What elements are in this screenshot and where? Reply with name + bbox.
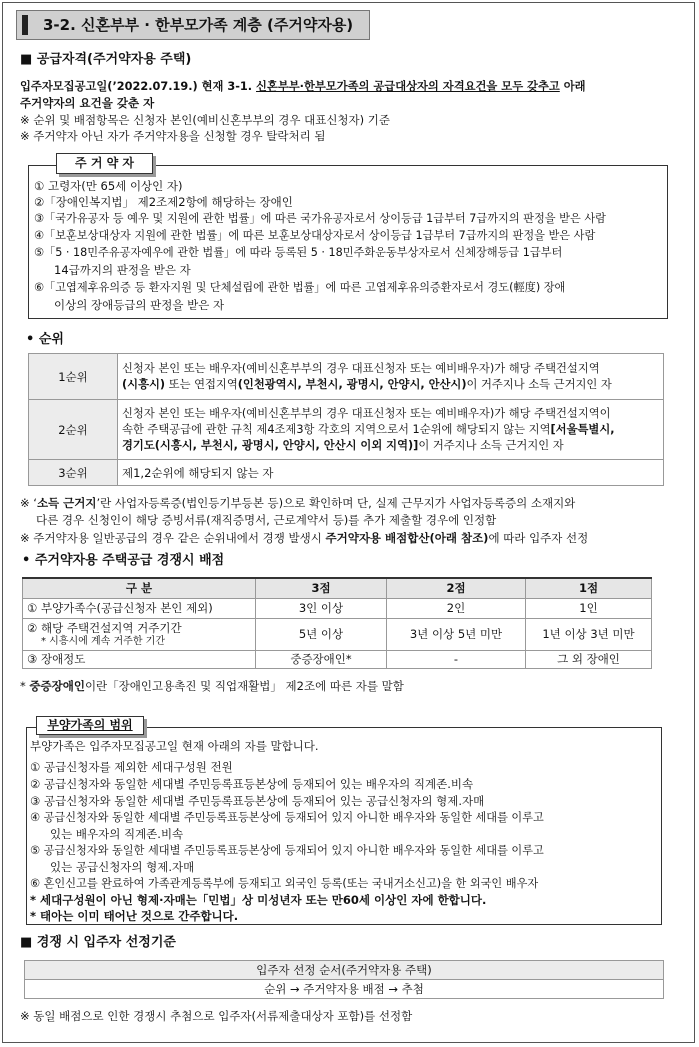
scoring-heading: • 주거약자용 주택공급 경쟁시 배점 — [22, 553, 225, 568]
dependents-item-2: ② 공급신청자와 동일한 세대별 주민등록표등본상에 등재되어 있는 배우자의 직계존.비속 — [30, 777, 474, 791]
weak-item-3: ③「국가유공자 등 예우 및 지원에 관한 법률」에 따른 국가유공자로서 상이등급 1급부터 7급까지의 판정을 받은 사람 — [34, 212, 606, 225]
scoring-row-3-3pt: 중증장애인* — [256, 650, 387, 668]
selection-table — [24, 960, 664, 999]
rank-label-1: 1순위 — [29, 354, 118, 400]
weak-item-4: ④「보훈보상대상자 지원에 관한 법률」에 따른 보훈보상대상자로서 상이등급 1급부터 7급까지의 판정을 받은 사람 — [34, 229, 596, 242]
dependents-item-5-cont: 있는 공급신청자의 형제.자매 — [50, 860, 195, 874]
income-base-note — [20, 495, 575, 511]
scoring-row-1 — [23, 598, 652, 618]
rank-desc-1-b1: (시흥시) — [122, 377, 166, 391]
qualification-line2: 주거약자의 요건을 갖춘 자 — [20, 96, 155, 110]
rank-desc-1-b4: 이 거주지나 소득 근거지인 자 — [466, 377, 612, 391]
weak-item-5-cont: 14급까지의 판정을 받은 자 — [54, 263, 191, 277]
weak-item-1: ① 고령자(만 65세 이상인 자) — [34, 179, 183, 193]
weak-criteria-label: 주 거 약 자 — [56, 153, 153, 174]
scoring-row-2-label-main: ② 해당 주택건설지역 거주기간 — [27, 620, 182, 635]
selection-row-2 — [25, 980, 664, 999]
scoring-footnote — [20, 678, 404, 694]
scoring-table — [22, 577, 652, 669]
rank-desc-2-a: 신청자 본인 또는 배우자(예비신혼부부의 경우 대표신청자 또는 예비배우자)가 해당 주택건설지역이 — [122, 406, 611, 420]
qualification-line1 — [20, 79, 586, 95]
rank-desc-2-b2: [서울특별시, — [550, 422, 615, 436]
selection-heading: ■ 경쟁 시 입주자 선정기준 — [20, 935, 176, 950]
scoring-header-row — [23, 578, 652, 598]
rank-desc-1-b3: (인천광역시, 부천시, 광명시, 안양시, 안산시) — [237, 377, 467, 391]
rank-desc-2 — [118, 400, 664, 460]
weak-item-6-cont: 이상의 장애등급의 판정을 받은 자 — [54, 298, 225, 312]
rank-desc-1 — [118, 354, 664, 400]
rank-heading: • 순위 — [26, 332, 64, 347]
income-base-note-a: ※ ‘ — [20, 496, 37, 510]
scoring-row-2-2pt: 3년 이상 5년 미만 — [387, 618, 526, 650]
scoring-footnote-c: 이란「장애인고용촉진 및 직업재활법」 제2조에 따른 자를 말함 — [84, 679, 404, 693]
dependents-item-4-cont: 있는 배우자의 직계존.비속 — [50, 827, 184, 841]
rank-desc-1-b2: 또는 연접지역 — [165, 377, 238, 391]
scoring-row-3-label: ③ 장애정도 — [23, 650, 256, 668]
qualification-heading: ■ 공급자격(주거약자용 주택) — [20, 52, 192, 67]
rank-table — [28, 353, 664, 486]
rank-label-2: 2순위 — [29, 400, 118, 460]
weak-item-5: ⑤「5 · 18민주유공자예우에 관한 법률」에 따라 등록된 5 · 18민주화운동부상자로서 신체장해등급 1급부터 — [34, 246, 563, 259]
scoring-header-3pt: 3점 — [256, 578, 387, 598]
dependents-label: 부양가족의 범위 — [36, 716, 144, 735]
selection-row-1 — [25, 961, 664, 980]
dependents-bold-note-2: * 태아는 이미 태어난 것으로 간주합니다. — [30, 909, 239, 923]
section-title: 3-2. 신혼부부 · 한부모가족 계층 (주거약자용) — [43, 16, 354, 34]
scoring-note-c: 에 따라 입주자 선정 — [488, 531, 589, 545]
rank-desc-1-b — [122, 377, 659, 393]
rank-label-3: 3순위 — [29, 460, 118, 486]
scoring-row-3 — [23, 650, 652, 668]
scoring-row-3-1pt: 그 외 장애인 — [526, 650, 652, 668]
income-base-note-b: 소득 근거지 — [36, 496, 97, 510]
selection-order-title: 입주자 선정 순서(주거약자용 주택) — [25, 961, 664, 980]
selection-note: ※ 동일 배점으로 인한 경쟁시 추첨으로 입주자(서류제출대상자 포함)를 선정함 — [20, 1009, 413, 1023]
rank-desc-1-a: 신청자 본인 또는 배우자(예비신혼부부의 경우 대표신청자 또는 예비배우자)가 해당 주택건설지역 — [122, 361, 600, 375]
rank-desc-2-c2: 이 거주지나 소득 근거지인 자 — [418, 438, 564, 452]
qualification-note1: ※ 순위 및 배점항목은 신청자 본인(예비신혼부부의 경우 대표신청자) 기준 — [20, 113, 391, 127]
title-marker — [22, 15, 28, 35]
scoring-footnote-a: * — [20, 679, 30, 693]
qualification-line1-c: 아래 — [559, 80, 586, 93]
scoring-row-1-1pt: 1인 — [526, 598, 652, 618]
dependents-item-5: ⑤ 공급신청자와 동일한 세대별 주민등록표등본상에 등재되어 있지 아니한 배우자와 동일한 세대를 이루고 — [30, 844, 544, 857]
scoring-row-2 — [23, 618, 652, 650]
dependents-item-3: ③ 공급신청자와 동일한 세대별 주민등록표등본상에 등재되어 있는 공급신청자의 형제.자매 — [30, 794, 485, 808]
scoring-row-2-1pt: 1년 이상 3년 미만 — [526, 618, 652, 650]
rank-desc-2-c1: 경기도(시흥시, 부천시, 광명시, 안양시, 안산시 이외 지역)] — [122, 438, 419, 452]
weak-item-6: ⑥「고엽제후유의증 등 환자지원 및 단체설립에 관한 법률」에 따른 고엽제후유의증환자로서 경도(輕度) 장애 — [34, 281, 566, 294]
scoring-note — [20, 530, 588, 546]
scoring-row-3-2pt: - — [387, 650, 526, 668]
scoring-row-1-3pt: 3인 이상 — [256, 598, 387, 618]
rank-desc-2-c — [122, 438, 659, 454]
section-title-box — [16, 10, 370, 40]
scoring-row-2-3pt: 5년 이상 — [256, 618, 387, 650]
rank-desc-2-b1: 속한 주택공급에 관한 규칙 제4조제3항 각호의 지역으로서 1순위에 해당되지 않는 지역 — [122, 422, 551, 436]
dependents-item-1: ① 공급신청자를 제외한 세대구성원 전원 — [30, 760, 233, 774]
scoring-footnote-b: 중증장애인 — [29, 679, 85, 693]
dependents-item-4: ④ 공급신청자와 동일한 세대별 주민등록표등본상에 등재되어 있지 아니한 배우자와 동일한 세대를 이루고 — [30, 811, 544, 824]
selection-order-steps: 순위 → 주거약자용 배점 → 추첨 — [25, 980, 664, 999]
income-base-note-cont: 다른 경우 신청인이 해당 증빙서류(재직증명서, 근로계약서 등)를 추가 제출할 경우에 인정함 — [36, 513, 497, 527]
scoring-header-2pt: 2점 — [387, 578, 526, 598]
rank-row-2 — [29, 400, 664, 460]
rank-row-1 — [29, 354, 664, 400]
dependents-intro: 부양가족은 입주자모집공고일 현재 아래의 자를 말합니다. — [30, 739, 319, 753]
scoring-header-category: 구 분 — [23, 578, 256, 598]
qualification-line1-a: 입주자모집공고일(’2022.07.19.) 현재 3-1. — [20, 80, 257, 93]
qualification-note2: ※ 주거약자 아닌 자가 주거약자용을 신청할 경우 탈락처리 됨 — [20, 129, 326, 143]
dependents-item-6: ⑥ 혼인신고를 완료하여 가족관계등록부에 등재되고 외국인 등록(또는 국내거소신고)을 한 외국인 배우자 — [30, 877, 539, 890]
qualification-line1-b: 신혼부부·한부모가족의 공급대상자의 자격요건을 모두 갖추고 — [256, 80, 560, 93]
scoring-note-a: ※ 주거약자용 일반공급의 경우 같은 순위내에서 경쟁 발생시 — [20, 531, 326, 545]
scoring-header-1pt: 1점 — [526, 578, 652, 598]
scoring-row-2-label-sub: * 시흥시에 계속 거주한 기간 — [41, 635, 165, 647]
weak-item-2: ②「장애인복지법」 제2조제2항에 해당하는 장애인 — [34, 195, 293, 209]
scoring-row-1-2pt: 2인 — [387, 598, 526, 618]
scoring-note-b: 주거약자용 배점합산(아래 참조) — [325, 531, 489, 545]
rank-desc-2-b — [122, 422, 659, 438]
rank-desc-3: 제1,2순위에 해당되지 않는 자 — [118, 460, 664, 486]
rank-row-3 — [29, 460, 664, 486]
scoring-row-2-label — [23, 618, 256, 650]
scoring-row-1-label: ① 부양가족수(공급신청자 본인 제외) — [23, 598, 256, 618]
dependents-bold-note-1: * 세대구성원이 아닌 형제·자매는「민법」상 미성년자 또는 만60세 이상인 자에 한합니다. — [30, 893, 487, 907]
income-base-note-c: ’란 사업자등록증(법인등기부등본 등)으로 확인하며 단, 실제 근무지가 사업자등록증의 소재지와 — [96, 496, 576, 510]
